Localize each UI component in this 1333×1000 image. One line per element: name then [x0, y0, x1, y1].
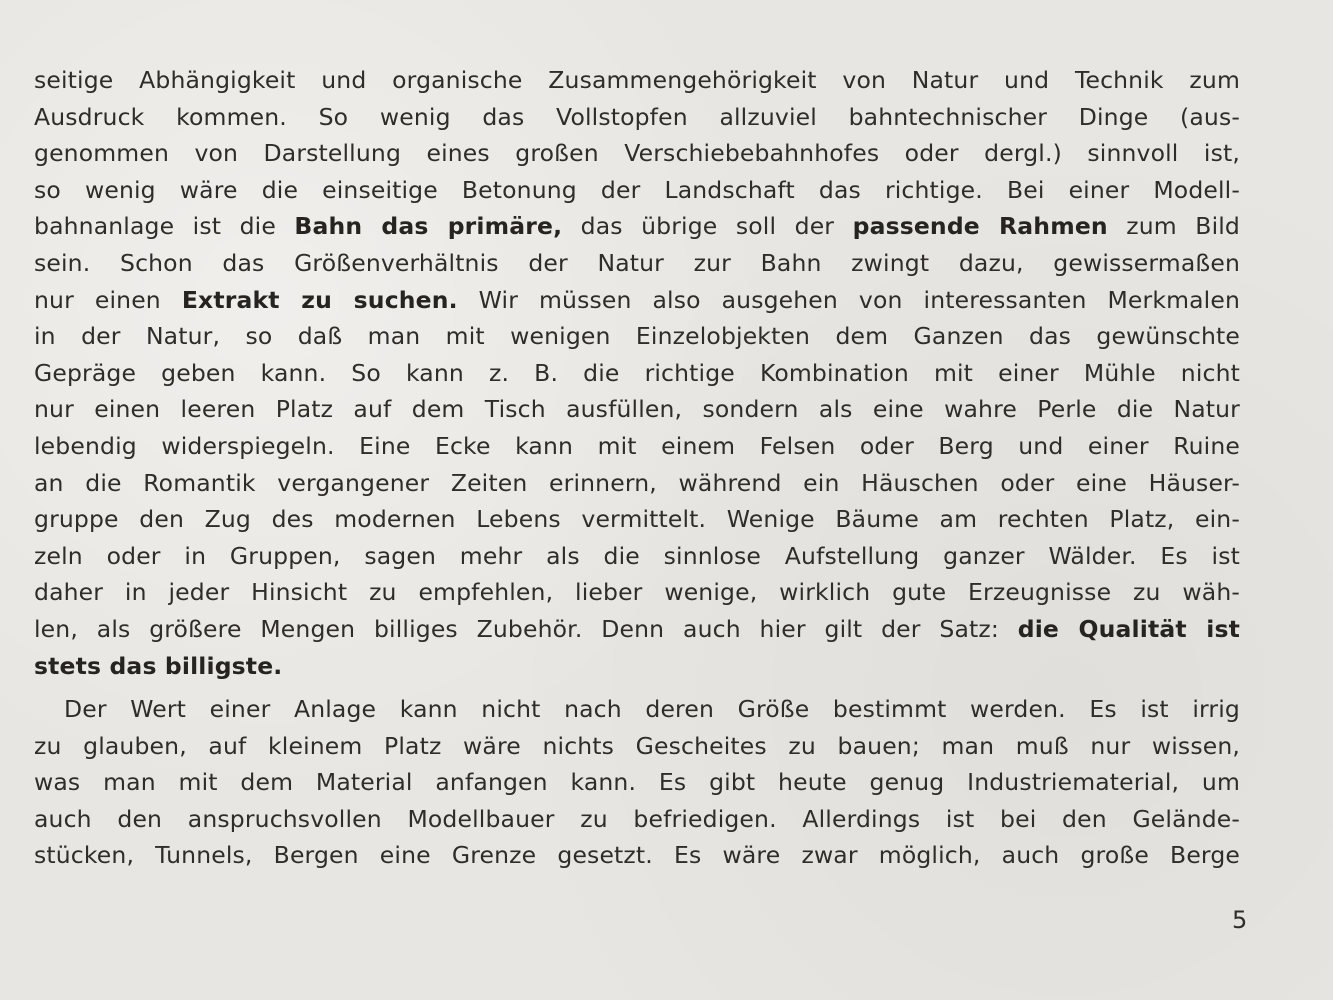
emphasis-billigste: stets das billigste.: [34, 651, 283, 680]
text-line: Ausdruck kommen. So wenig das Vollstopfen allzuviel bahntechnischer Dinge (aus-: [34, 102, 1240, 131]
body-text: [34, 62, 1240, 874]
text-line: nur einen leeren Platz auf dem Tisch ausfüllen, sondern als eine wahre Perle die Natur: [34, 395, 1240, 424]
text-line: seitige Abhängigkeit und organische Zusammengehörigkeit von Natur und Technik zum: [34, 66, 1240, 94]
text-line: gruppe den Zug des modernen Lebens vermittelt. Wenige Bäume am rechten Platz, ein-: [34, 505, 1240, 534]
text-line: genommen von Darstellung eines großen Verschiebebahnhofes oder dergl.) sinnvoll ist,: [34, 139, 1240, 168]
emphasis-passende-rahmen: passende Rahmen: [852, 212, 1108, 241]
text-line: daher in jeder Hinsicht zu empfehlen, lieber wenige, wirklich gute Erzeugnisse zu wäh-: [34, 578, 1240, 607]
text-line: [34, 648, 1240, 685]
text-line: an die Romantik vergangener Zeiten erinnern, während ein Häuschen oder eine Häuser-: [34, 468, 1240, 497]
emphasis-bahn-primaer: Bahn das primäre,: [294, 212, 563, 241]
text-line: in der Natur, so daß man mit wenigen Einzelobjekten dem Ganzen das gewünschte: [34, 322, 1240, 351]
text-line: [34, 611, 1240, 648]
page-number: 5: [1232, 906, 1248, 934]
text-line: was man mit dem Material anfangen kann. Es gibt heute genug Industriematerial, um: [34, 768, 1240, 797]
text-line: zeln oder in Gruppen, sagen mehr als die sinnlose Aufstellung ganzer Wälder. Es ist: [34, 541, 1240, 570]
text-line: [34, 282, 1240, 319]
text-run: len, als größere Mengen billiges Zubehör. Denn auch hier gilt der Satz:: [34, 614, 1018, 643]
text-line: sein. Schon das Größenverhältnis der Natur zur Bahn zwingt dazu, gewissermaßen: [34, 248, 1240, 277]
text-line: Gepräge geben kann. So kann z. B. die richtige Kombination mit einer Mühle nicht: [34, 358, 1240, 387]
text-run: zum Bild: [1107, 212, 1241, 241]
text-run: Wir müssen also ausgehen von interessanten Merkmalen: [457, 285, 1240, 314]
text-line: auch den anspruchsvollen Modellbauer zu befriedigen. Allerdings ist bei den Gelände-: [34, 804, 1240, 833]
paragraph-1: [34, 62, 1240, 684]
paragraph-gap: [34, 684, 1240, 691]
text-line: lebendig widerspiegeln. Eine Ecke kann mit einem Felsen oder Berg und einer Ruine: [34, 431, 1240, 460]
emphasis-extrakt: Extrakt zu suchen.: [181, 285, 458, 314]
text-line: zu glauben, auf kleinem Platz wäre nichts Gescheites zu bauen; man muß nur wissen,: [34, 731, 1240, 760]
text-run: bahnanlage ist die: [34, 212, 295, 241]
text-line: stücken, Tunnels, Bergen eine Grenze gesetzt. Es wäre zwar möglich, auch große Berge: [34, 841, 1240, 870]
emphasis-qualitaet: die Qualität ist: [1017, 614, 1240, 643]
text-line: so wenig wäre die einseitige Betonung der Landschaft das richtige. Bei einer Modell-: [34, 175, 1240, 204]
text-line: Der Wert einer Anlage kann nicht nach deren Größe bestimmt werden. Es ist irrig: [64, 695, 1240, 724]
paragraph-2: [34, 691, 1240, 874]
text-run: nur einen: [34, 285, 182, 314]
text-run: das übrige soll der: [562, 212, 853, 241]
text-line: [34, 208, 1240, 245]
